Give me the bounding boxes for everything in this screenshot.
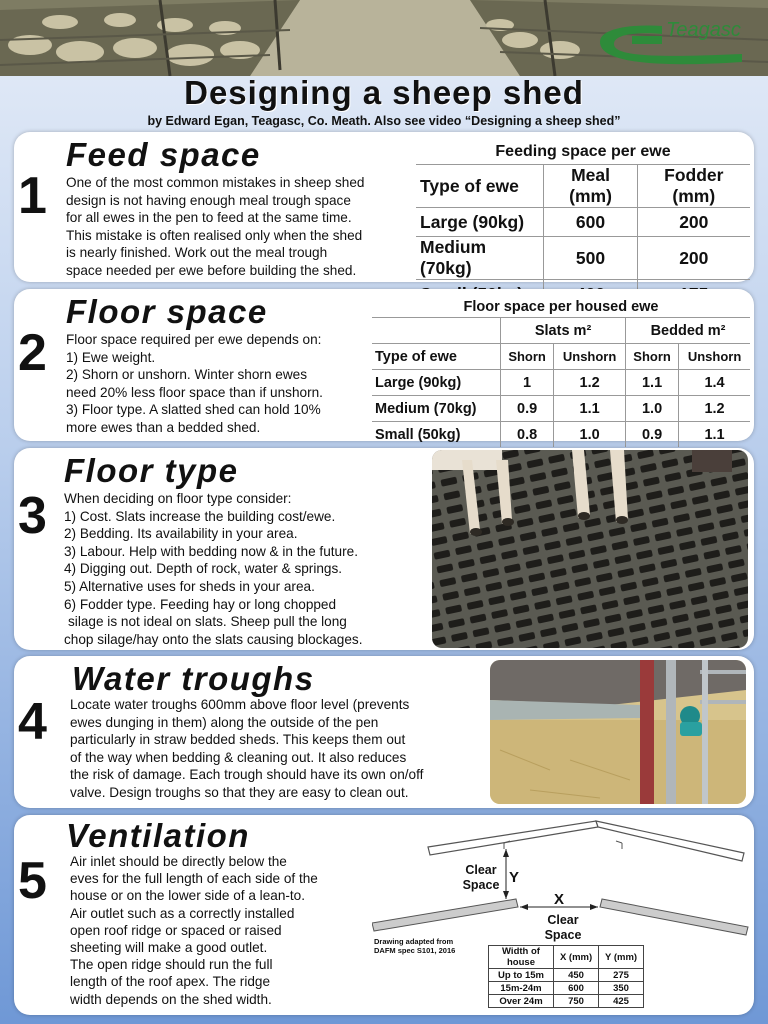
section-floor-space bbox=[14, 289, 754, 441]
table-row: Small (50kg) 0.8 1.0 0.9 1.1 bbox=[372, 422, 750, 448]
section-title: Water troughs bbox=[72, 660, 315, 697]
ventilation-diagram bbox=[372, 819, 750, 1011]
page-title: Designing a sheep shed bbox=[184, 74, 584, 111]
section-title: Ventilation bbox=[66, 817, 250, 854]
clear-space-y-label: Clear Space bbox=[462, 863, 500, 892]
section-number: 4 bbox=[18, 693, 47, 751]
section-title: Feed space bbox=[66, 136, 261, 173]
section-title: Floor space bbox=[66, 293, 268, 330]
section-body: One of the most common mistakes in sheep shed design is not having enough meal trough space for all ewes in the pen to feed at the same time. This mistake is often realised only when the shed is nearly finished. Work out the meal trough space needed per ewe before building the shed. bbox=[66, 175, 365, 278]
table-title: Floor space per housed ewe bbox=[463, 299, 659, 315]
section-body: Locate water troughs 600mm above floor level (prevents ewes dunging in them) along the outside of the pen particularly in straw bedded sheds. This keeps them out of the way when bedding & cleaning out. It also reduces the risk of damage. Each trough should have its own on/off valve. Design troughs so that they are easy to clean out. bbox=[70, 697, 424, 800]
table-row: Up to 15m 450 275 bbox=[489, 969, 644, 982]
table-row: Medium (70kg) 500 200 bbox=[416, 237, 750, 280]
section-body: Floor space required per ewe depends on: 1) Ewe weight. 2) Shorn or unshorn. Winter shorn ewes need 20% less floor space than if unshorn. 3) Floor type. A slatted shed can hold 10% more ewes than a bedded shed. bbox=[66, 332, 323, 435]
section-body: When deciding on floor type consider: 1) Cost. Slats increase the building cost/ewe. 2) Bedding. Its availability in your area. 3) Labour. Help with bedding now & in the future. 4) Digging out. Depth of rock, water & springs. 5) Alternative uses for sheds in your area. 6) Fodder type. Feeding hay or long chopped silage is not ideal on slats. Sheep pull the long chop silage/hay onto the slats causing blockages. bbox=[64, 491, 363, 647]
slatted-floor-photo bbox=[432, 450, 748, 648]
ventilation-table: Width of house X (mm) Y (mm) Up to 15m 450 275 15m-24m 600 350 Over 24m 750 425 bbox=[488, 945, 644, 1008]
diagram-note: Drawing adapted from DAFM spec S101, 2016 bbox=[374, 937, 456, 955]
table-row: Large (90kg) 1 1.2 1.1 1.4 bbox=[372, 370, 750, 396]
section-number: 3 bbox=[18, 487, 47, 545]
table-title: Feeding space per ewe bbox=[495, 143, 671, 160]
feeding-space-table: Feeding space per ewe Type of ewe Meal (mm) Fodder (mm) Large (90kg) 600 200 Medium (70kg) 500 200 bbox=[416, 140, 750, 308]
straw-bedded-shed-image bbox=[490, 660, 746, 804]
section-body: Air inlet should be directly below the eves for the full length of each side of the house or on the lower side of a lean-to. Air outlet such as a correctly installed open roof ridge or spaced or raised sheeting will make a good outlet. The open ridge should run the full length of the roof apex. The ridge width depends on the shed width. bbox=[70, 854, 318, 1007]
x-label: X bbox=[554, 891, 565, 908]
section-title: Floor type bbox=[64, 452, 239, 489]
teagasc-logo bbox=[592, 14, 762, 70]
logo-text: Teagasc bbox=[666, 19, 741, 41]
water-trough-photo bbox=[490, 660, 746, 804]
table-row: Large (90kg) 600 200 bbox=[416, 208, 750, 237]
slats-image bbox=[432, 450, 748, 648]
byline: by Edward Egan, Teagasc, Co. Meath. Also see video “Designing a sheep shed” bbox=[147, 114, 621, 128]
section-number: 5 bbox=[18, 852, 47, 910]
section-floor-type bbox=[14, 448, 754, 650]
clear-space-x-label: Clear Space bbox=[544, 913, 582, 942]
table-row: 15m-24m 600 350 bbox=[489, 982, 644, 995]
section-number: 1 bbox=[18, 167, 47, 225]
section-number: 2 bbox=[18, 324, 47, 382]
header-banner-photo bbox=[0, 0, 768, 76]
table-row: Over 24m 750 425 bbox=[489, 995, 644, 1008]
section-water-troughs bbox=[14, 656, 754, 808]
y-label: Y bbox=[509, 869, 520, 886]
table-row: Medium (70kg) 0.9 1.1 1.0 1.2 bbox=[372, 396, 750, 422]
section-feed-space bbox=[14, 132, 754, 282]
floor-space-table: Floor space per housed ewe Slats m² Bedded m² Type of ewe Shorn Unshorn Shorn Unshorn Large (90kg) 1 1.2 1.1 1.4 Medium (70kg) 0.9 1.1 1.0 1.2 Small (50kg) 0.8 1.0 0.9 1.1 bbox=[372, 297, 750, 447]
section-ventilation bbox=[14, 815, 754, 1015]
